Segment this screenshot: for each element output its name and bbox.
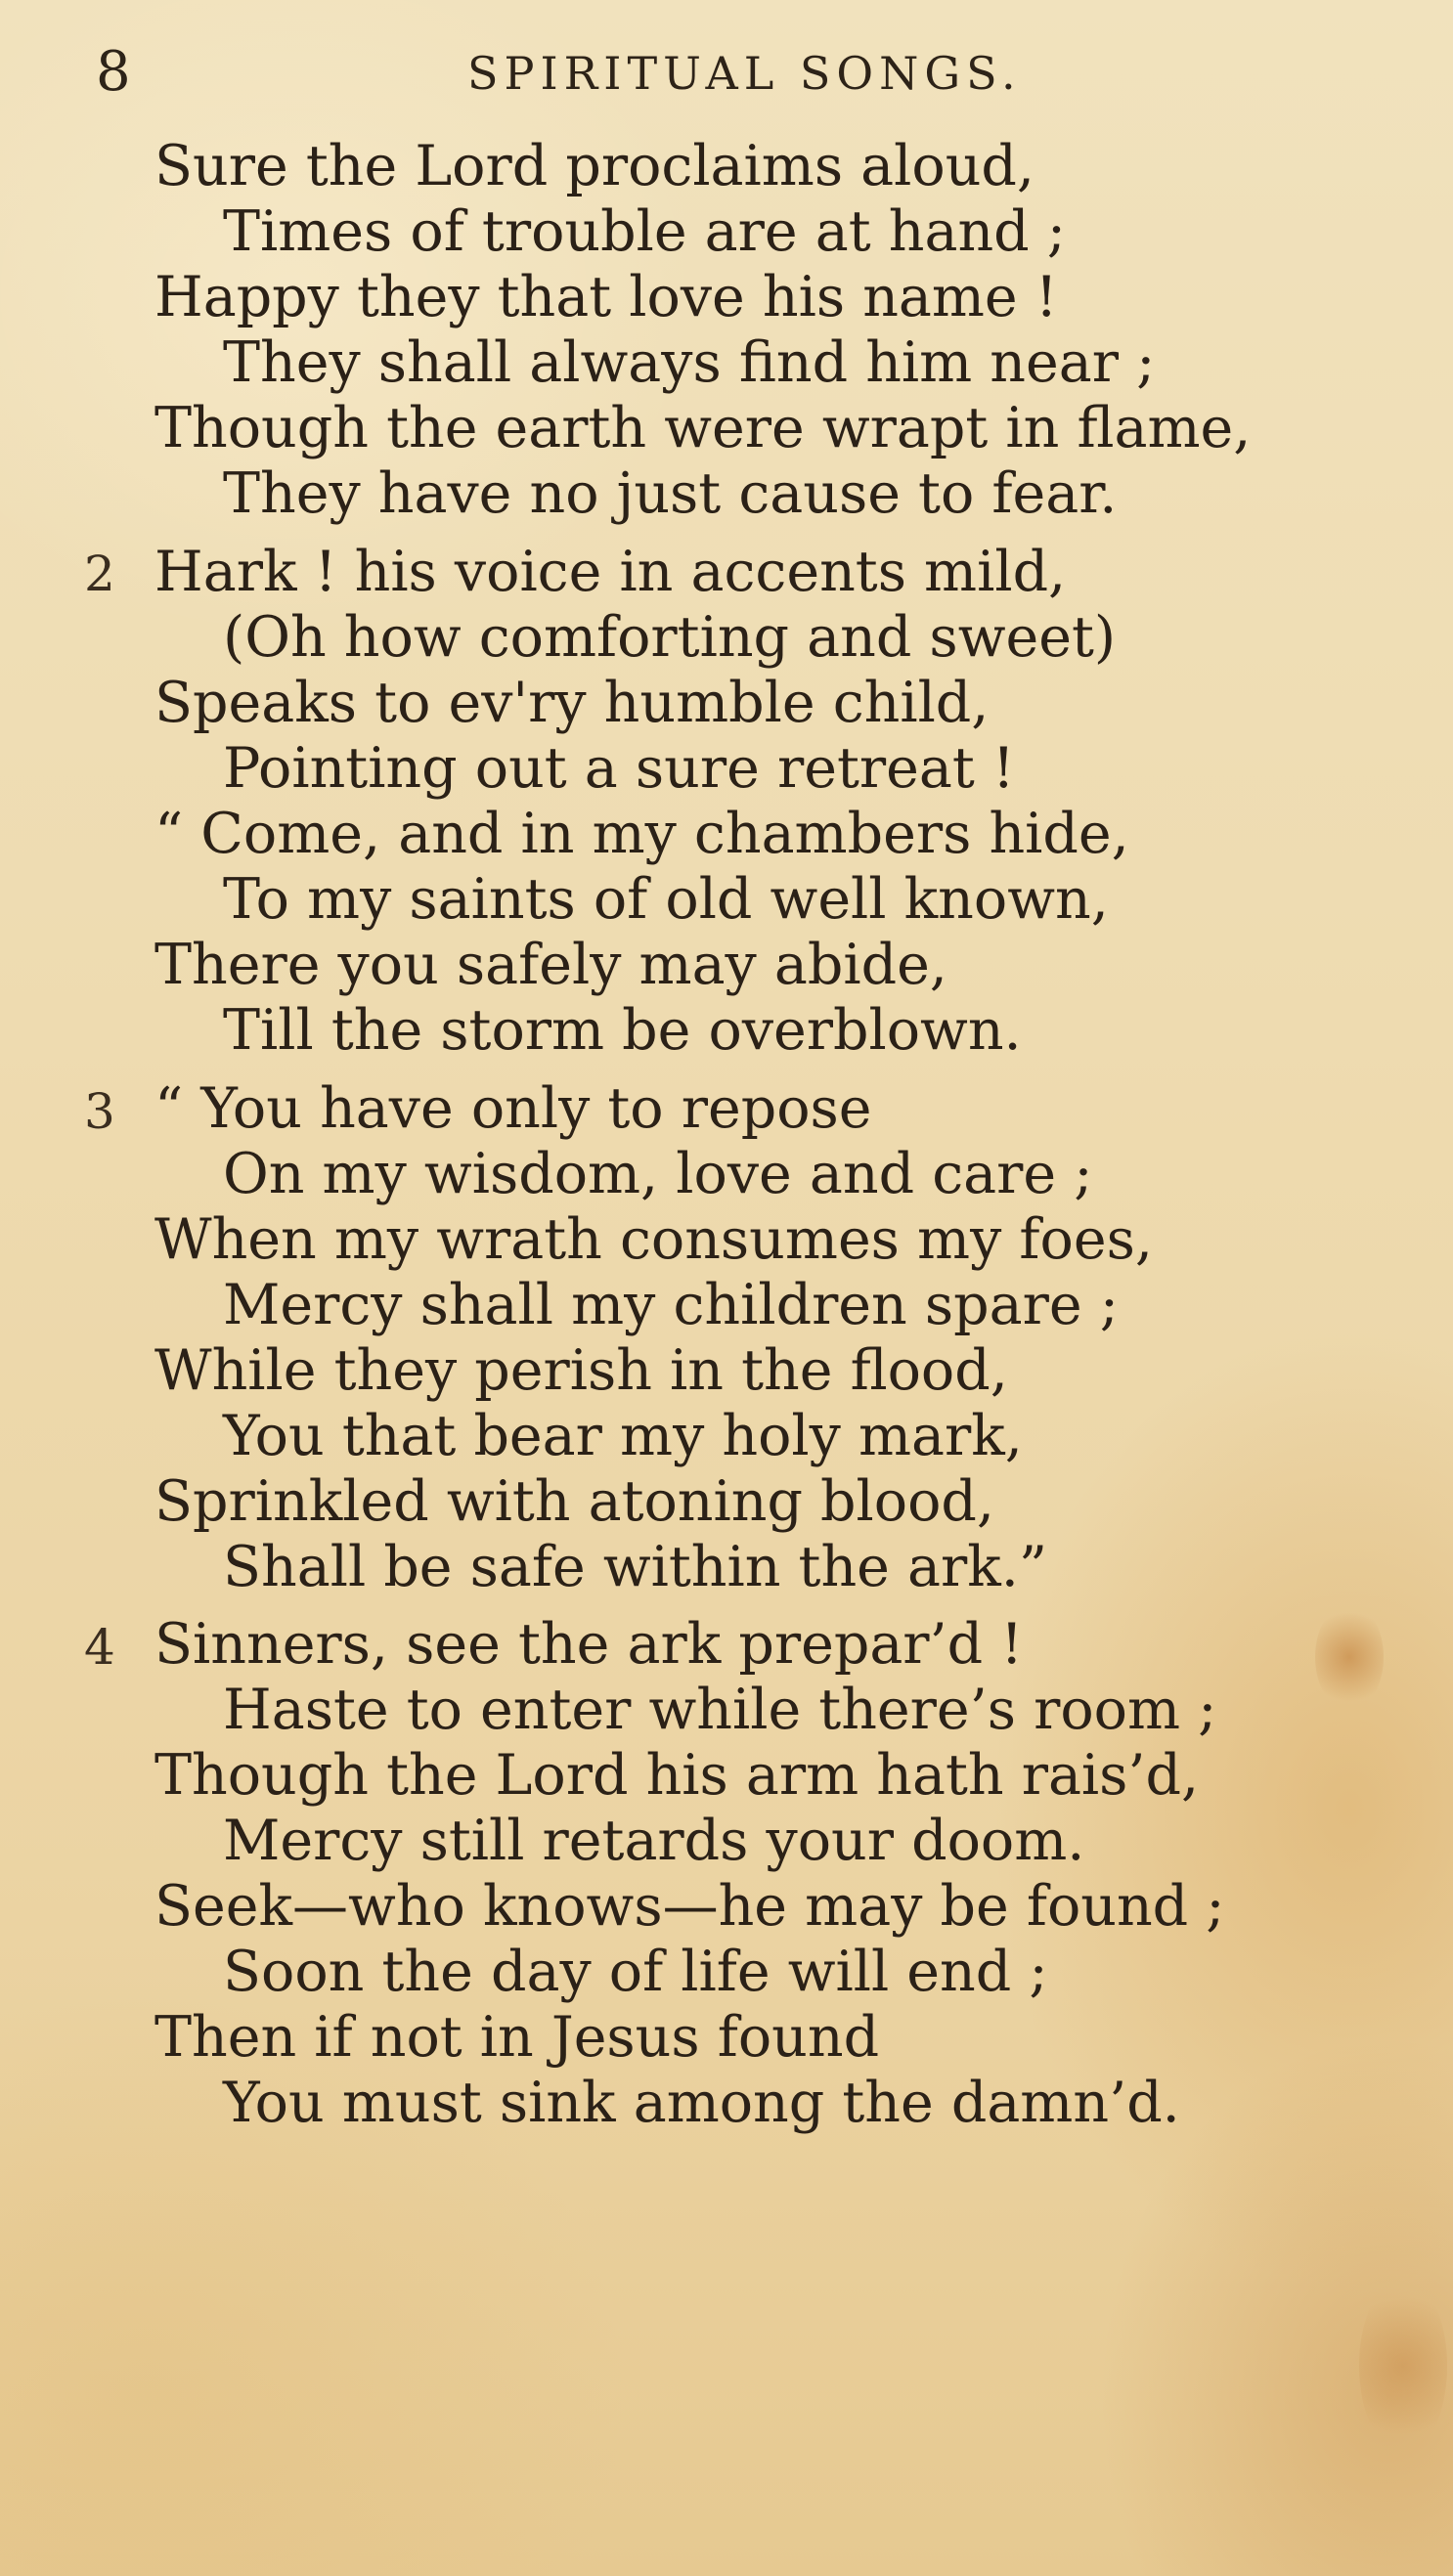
- verse-line: Sprinkled with atoning blood,: [154, 1469, 995, 1534]
- verse-line: You must sink among the damn’d.: [223, 2071, 1180, 2135]
- verse-line: Seek—who knows—he may be found ;: [154, 1874, 1225, 1939]
- verse-line: (Oh how comforting and sweet): [223, 605, 1117, 670]
- verse-line: To my saints of old well known,: [223, 867, 1109, 932]
- page-number: 8: [96, 40, 131, 104]
- stanza-number: 3: [84, 1083, 115, 1140]
- verse-line: There you safely may abide,: [154, 933, 947, 997]
- verse-line: Though the earth were wrapt in flame,: [154, 396, 1252, 460]
- verse-line: Happy they that love his name !: [154, 265, 1058, 329]
- verse-line: On my wisdom, love and care ;: [223, 1142, 1093, 1206]
- verse-line: Hark ! his voice in accents mild,: [154, 540, 1067, 604]
- verse-line: Till the storm be overblown.: [223, 998, 1022, 1063]
- paper-stain: [1315, 1603, 1384, 1711]
- paper-stain: [1359, 2278, 1447, 2454]
- verse-line: Soon the day of life will end ;: [223, 1940, 1048, 2004]
- verse-line: Speaks to ev'ry humble child,: [154, 671, 990, 735]
- verse-line: “ You have only to repose: [154, 1076, 872, 1141]
- verse-line: Then if not in Jesus found: [154, 2005, 880, 2070]
- verse-line: Mercy still retards your doom.: [223, 1809, 1085, 1873]
- verse-line: While they perish in the flood,: [154, 1338, 1008, 1403]
- verse-line: They shall always find him near ;: [223, 330, 1156, 395]
- verse-line: Pointing out a sure retreat !: [223, 736, 1015, 801]
- stanza-number: 4: [84, 1619, 115, 1676]
- verse-line: Mercy shall my children spare ;: [223, 1273, 1119, 1337]
- verse-line: They have no just cause to fear.: [223, 461, 1118, 526]
- verse-line: Sure the Lord proclaims aloud,: [154, 134, 1035, 198]
- running-title: SPIRITUAL SONGS.: [467, 47, 1022, 100]
- stanza-number: 2: [84, 546, 115, 602]
- verse-line: You that bear my holy mark,: [223, 1404, 1023, 1468]
- verse-line: Haste to enter while there’s room ;: [223, 1678, 1217, 1742]
- verse-line: Sinners, see the ark prepar’d !: [154, 1612, 1024, 1677]
- verse-line: Shall be safe within the ark.”: [223, 1535, 1048, 1599]
- verse-line: “ Come, and in my chambers hide,: [154, 802, 1129, 866]
- verse-line: When my wrath consumes my foes,: [154, 1207, 1153, 1272]
- verse-line: Though the Lord his arm hath rais’d,: [154, 1743, 1200, 1808]
- page-header: [0, 39, 1453, 117]
- verse-line: Times of trouble are at hand ;: [223, 199, 1066, 264]
